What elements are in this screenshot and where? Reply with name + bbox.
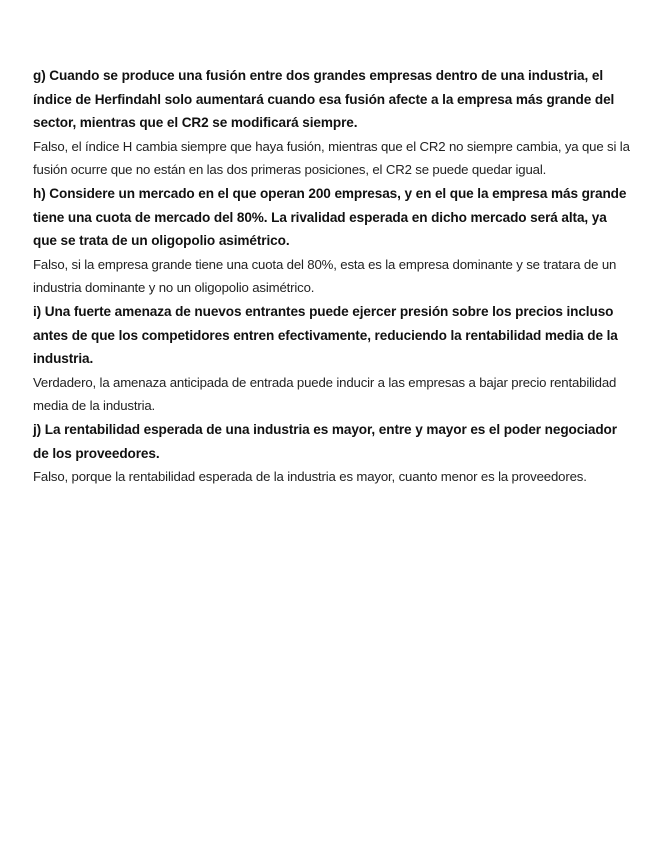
question-item-j: [33, 418, 633, 489]
question-item-h: [33, 182, 633, 300]
question-item-i: [33, 300, 633, 418]
question-text: i) Una fuerte amenaza de nuevos entrantes puede ejercer presión sobre los precios incluso antes de que los competidores entren efectivamente, reduciendo la rentabilidad media de la industria.: [33, 303, 618, 367]
question-text: j) La rentabilidad esperada de una industria es mayor, entre y mayor es el poder negociador de los proveedores.: [33, 421, 617, 461]
answer-text: Falso, si la empresa grande tiene una cuota del 80%, esta es la empresa dominante y se tratara de un industria dominante y no un oligopolio asimétrico.: [33, 256, 617, 296]
document-page: [33, 64, 633, 489]
answer-text: Falso, porque la rentabilidad esperada de la industria es mayor, cuanto menor es la proveedores.: [33, 469, 587, 485]
question-text: g) Cuando se produce una fusión entre dos grandes empresas dentro de una industria, el índice de Herfindahl solo aumentará cuando esa fusión afecte a la empresa más grande del sector, mientras que el CR2 se modificará siempre.: [33, 68, 615, 131]
question-item-g: [33, 64, 633, 182]
question-text: h) Considere un mercado en el que operan 200 empresas, y en el que la empresa más grande tiene una cuota de mercado del 80%. La rivalidad esperada en dicho mercado será alta, ya que se trata de un oligopolio asimétrico.: [33, 185, 627, 249]
answer-text: Falso, el índice H cambia siempre que haya fusión, mientras que el CR2 no siempre cambia, ya que si la fusión ocurre que no están en las dos primeras posiciones, el CR2 se puede quedar igual.: [33, 138, 630, 178]
answer-text: Verdadero, la amenaza anticipada de entrada puede inducir a las empresas a bajar precio rentabilidad media de la industria.: [33, 374, 617, 414]
